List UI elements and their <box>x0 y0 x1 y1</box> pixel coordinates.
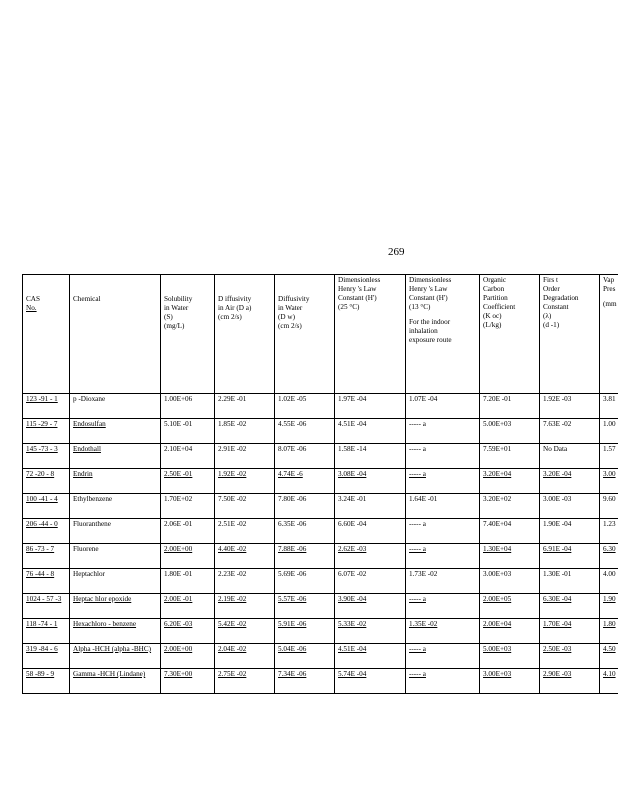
cell-henry-13: ----- a <box>406 544 480 569</box>
cell-koc: 5.00E+03 <box>480 419 540 444</box>
cell-degradation: 7.63E -02 <box>540 419 600 444</box>
cell-vapor-pressure: 6.30 <box>600 544 618 569</box>
cell-henry-13: 1.07E -04 <box>406 394 480 419</box>
header-degradation <box>540 275 600 394</box>
cell-solubility: 2.50E -01 <box>161 469 215 494</box>
cell-chemical: Fluoranthene <box>70 519 161 544</box>
cell-henry-25: 6.07E -02 <box>335 569 406 594</box>
table-row <box>23 669 618 694</box>
cell-henry-25: 2.62E -03 <box>335 544 406 569</box>
table-body <box>23 394 618 694</box>
header-line: Dimensionless <box>409 276 452 284</box>
header-line: Firs t <box>543 276 558 284</box>
table-row <box>23 394 618 419</box>
header-line: Diffusivity <box>278 295 310 303</box>
header-cas <box>23 275 70 394</box>
cell-diffusivity-air: 2.23E -02 <box>215 569 275 594</box>
page-number: 269 <box>388 246 405 258</box>
cell-chemical: Endosulfan <box>70 419 161 444</box>
table-row <box>23 569 618 594</box>
cell-koc: 2.00E+05 <box>480 594 540 619</box>
header-line: Henry 's Law <box>409 285 448 293</box>
table-row <box>23 469 618 494</box>
cell-diffusivity-air: 1.85E -02 <box>215 419 275 444</box>
cell-chemical: Ethylbenzene <box>70 494 161 519</box>
cell-koc: 3.20E+04 <box>480 469 540 494</box>
cell-chemical: Alpha -HCH (alpha -BHC) <box>70 644 161 669</box>
cell-diffusivity-air: 2.19E -02 <box>215 594 275 619</box>
cell-vapor-pressure: 9.60 <box>600 494 618 519</box>
cell-diffusivity-water: 7.34E -06 <box>275 669 335 694</box>
cell-degradation: 1.70E -04 <box>540 619 600 644</box>
header-line: (K oc) <box>483 312 502 320</box>
cell-cas: 319 -84 - 6 <box>23 644 70 669</box>
cell-koc: 7.59E+01 <box>480 444 540 469</box>
cell-diffusivity-water: 5.69E -06 <box>275 569 335 594</box>
cell-vapor-pressure: 3.81 <box>600 394 618 419</box>
cell-koc: 7.40E+04 <box>480 519 540 544</box>
table-row <box>23 444 618 469</box>
cell-chemical: p -Dioxane <box>70 394 161 419</box>
cell-henry-13: ----- a <box>406 644 480 669</box>
header-line: Partition <box>483 294 508 302</box>
table-row <box>23 494 618 519</box>
header-solubility <box>161 275 215 394</box>
cell-degradation: 6.30E -04 <box>540 594 600 619</box>
table-row <box>23 419 618 444</box>
cell-henry-25: 3.90E -04 <box>335 594 406 619</box>
cell-koc: 3.00E+03 <box>480 569 540 594</box>
cell-vapor-pressure: 3.00 <box>600 469 618 494</box>
header-line: (cm 2/s) <box>218 313 242 321</box>
cell-diffusivity-air: 7.50E -02 <box>215 494 275 519</box>
cell-chemical: Heptachlor <box>70 569 161 594</box>
cell-cas: 72 -20 - 8 <box>23 469 70 494</box>
header-line: (25 °C) <box>338 303 360 311</box>
cell-cas: 123 -91 - 1 <box>23 394 70 419</box>
cell-henry-13: ----- a <box>406 419 480 444</box>
cell-solubility: 7.30E+00 <box>161 669 215 694</box>
cell-diffusivity-air: 2.04E -02 <box>215 644 275 669</box>
cell-henry-13: ----- a <box>406 469 480 494</box>
header-line: Dimensionless <box>338 276 381 284</box>
cell-koc: 5.00E+03 <box>480 644 540 669</box>
cell-solubility: 2.00E -01 <box>161 594 215 619</box>
header-line: (mg/L) <box>164 322 185 330</box>
cell-solubility: 1.70E+02 <box>161 494 215 519</box>
cell-solubility: 2.00E+00 <box>161 544 215 569</box>
cell-diffusivity-water: 5.57E -06 <box>275 594 335 619</box>
header-line: Coefficient <box>483 303 516 311</box>
header-line: Constant (H') <box>338 294 377 302</box>
cell-diffusivity-water: 1.02E -05 <box>275 394 335 419</box>
cell-diffusivity-water: 7.88E -06 <box>275 544 335 569</box>
cell-degradation: 3.00E -03 <box>540 494 600 519</box>
cell-henry-13: ----- a <box>406 519 480 544</box>
header-line: Solubility <box>164 295 193 303</box>
cell-diffusivity-water: 4.55E -06 <box>275 419 335 444</box>
cell-diffusivity-air: 5.42E -02 <box>215 619 275 644</box>
cell-diffusivity-water: 7.80E -06 <box>275 494 335 519</box>
cell-henry-13: ----- a <box>406 444 480 469</box>
cell-henry-25: 4.51E -04 <box>335 419 406 444</box>
cell-henry-13: ----- a <box>406 669 480 694</box>
cell-chemical: Heptac hlor epoxide <box>70 594 161 619</box>
header-line: No. <box>26 304 37 312</box>
header-vapor-pressure <box>600 275 618 394</box>
table-row <box>23 644 618 669</box>
cell-diffusivity-air: 2.51E -02 <box>215 519 275 544</box>
cell-degradation: 3.20E -04 <box>540 469 600 494</box>
cell-degradation: 1.30E -01 <box>540 569 600 594</box>
cell-henry-25: 4.51E -04 <box>335 644 406 669</box>
cell-degradation: 2.90E -03 <box>540 669 600 694</box>
cell-cas: 115 -29 - 7 <box>23 419 70 444</box>
header-line: inhalation <box>409 327 438 335</box>
chemical-properties-table <box>22 274 618 694</box>
header-line: Degradation <box>543 294 579 302</box>
cell-henry-25: 3.24E -01 <box>335 494 406 519</box>
header-line: For the indoor <box>409 318 451 326</box>
cell-henry-25: 1.58E -14 <box>335 444 406 469</box>
header-line: (D w) <box>278 313 295 321</box>
cell-degradation: 2.50E -03 <box>540 644 600 669</box>
cell-vapor-pressure: 1.00 <box>600 419 618 444</box>
cell-henry-25: 1.97E -04 <box>335 394 406 419</box>
cell-koc: 3.00E+03 <box>480 669 540 694</box>
header-line: (λ) <box>543 312 552 320</box>
cell-solubility: 2.00E+00 <box>161 644 215 669</box>
header-henry-25 <box>335 275 406 394</box>
header-line: CAS <box>26 295 40 303</box>
cell-koc: 2.00E+04 <box>480 619 540 644</box>
header-line: Carbon <box>483 285 505 293</box>
cell-henry-13: ----- a <box>406 594 480 619</box>
cell-chemical: Gamma -HCH (Lindane) <box>70 669 161 694</box>
cell-koc: 1.30E+04 <box>480 544 540 569</box>
header-line: (cm 2/s) <box>278 322 302 330</box>
header-line: (13 °C) <box>409 303 431 311</box>
cell-diffusivity-air: 4.40E -02 <box>215 544 275 569</box>
cell-degradation: No Data <box>540 444 600 469</box>
header-henry-13 <box>406 275 480 394</box>
cell-diffusivity-water: 5.91E -06 <box>275 619 335 644</box>
cell-cas: 118 -74 - 1 <box>23 619 70 644</box>
header-line: (mm <box>603 300 617 308</box>
chemical-properties-table-wrapper <box>22 274 618 708</box>
cell-cas: 86 -73 - 7 <box>23 544 70 569</box>
cell-henry-25: 5.74E -04 <box>335 669 406 694</box>
cell-koc: 3.20E+02 <box>480 494 540 519</box>
cell-vapor-pressure: 1.23 <box>600 519 618 544</box>
cell-degradation: 6.91E -04 <box>540 544 600 569</box>
cell-chemical: Endothall <box>70 444 161 469</box>
cell-henry-25: 6.60E -04 <box>335 519 406 544</box>
cell-diffusivity-air: 2.91E -02 <box>215 444 275 469</box>
cell-chemical: Endrin <box>70 469 161 494</box>
header-koc <box>480 275 540 394</box>
cell-henry-25: 5.33E -02 <box>335 619 406 644</box>
cell-cas: 58 -89 - 9 <box>23 669 70 694</box>
cell-diffusivity-water: 6.35E -06 <box>275 519 335 544</box>
cell-vapor-pressure: 4.10 <box>600 669 618 694</box>
header-line: Henry 's Law <box>338 285 377 293</box>
cell-diffusivity-air: 2.75E -02 <box>215 669 275 694</box>
table-row <box>23 594 618 619</box>
header-line: Constant <box>543 303 569 311</box>
cell-solubility: 1.80E -01 <box>161 569 215 594</box>
header-row <box>23 275 618 394</box>
header-line: D iffusivity <box>218 295 252 303</box>
header-diffusivity-water <box>275 275 335 394</box>
cell-henry-13: 1.35E -02 <box>406 619 480 644</box>
table-row <box>23 544 618 569</box>
cell-diffusivity-air: 2.29E -01 <box>215 394 275 419</box>
header-diffusivity-air <box>215 275 275 394</box>
cell-koc: 7.20E -01 <box>480 394 540 419</box>
cell-degradation: 1.90E -04 <box>540 519 600 544</box>
header-line: Chemical <box>73 295 101 303</box>
cell-vapor-pressure: 1.80 <box>600 619 618 644</box>
cell-cas: 76 -44 - 8 <box>23 569 70 594</box>
cell-henry-25: 3.08E -04 <box>335 469 406 494</box>
cell-solubility: 2.10E+04 <box>161 444 215 469</box>
cell-cas: 100 -41 - 4 <box>23 494 70 519</box>
header-line: Organic <box>483 276 507 284</box>
header-line: Constant (H') <box>409 294 448 302</box>
cell-cas: 1024 - 57 -3 <box>23 594 70 619</box>
header-line: (d -1) <box>543 321 560 329</box>
cell-cas: 206 -44 - 0 <box>23 519 70 544</box>
cell-vapor-pressure: 4.50 <box>600 644 618 669</box>
cell-diffusivity-air: 1.92E -02 <box>215 469 275 494</box>
cell-solubility: 2.06E -01 <box>161 519 215 544</box>
table-row <box>23 519 618 544</box>
cell-diffusivity-water: 5.04E -06 <box>275 644 335 669</box>
cell-cas: 145 -73 - 3 <box>23 444 70 469</box>
cell-diffusivity-water: 4.74E -6 <box>275 469 335 494</box>
header-line: in Water <box>164 304 189 312</box>
cell-henry-13: 1.64E -01 <box>406 494 480 519</box>
header-line: Vap <box>603 276 615 284</box>
table-row <box>23 619 618 644</box>
header-line: (L/kg) <box>483 321 502 329</box>
header-line: exposure route <box>409 336 452 344</box>
cell-degradation: 1.92E -03 <box>540 394 600 419</box>
cell-vapor-pressure: 1.57 <box>600 444 618 469</box>
header-line: in Air (D a) <box>218 304 252 312</box>
cell-vapor-pressure: 1.90 <box>600 594 618 619</box>
cell-chemical: Fluorene <box>70 544 161 569</box>
header-line: in Water <box>278 304 303 312</box>
header-line: (S) <box>164 313 173 321</box>
header-chemical <box>70 275 161 394</box>
cell-solubility: 1.00E+06 <box>161 394 215 419</box>
cell-diffusivity-water: 8.07E -06 <box>275 444 335 469</box>
cell-solubility: 5.10E -01 <box>161 419 215 444</box>
cell-solubility: 6.20E -03 <box>161 619 215 644</box>
cell-vapor-pressure: 4.00 <box>600 569 618 594</box>
cell-henry-13: 1.73E -02 <box>406 569 480 594</box>
header-line: Pres <box>603 285 616 293</box>
header-line: Order <box>543 285 560 293</box>
cell-chemical: Hexachloro - benzene <box>70 619 161 644</box>
